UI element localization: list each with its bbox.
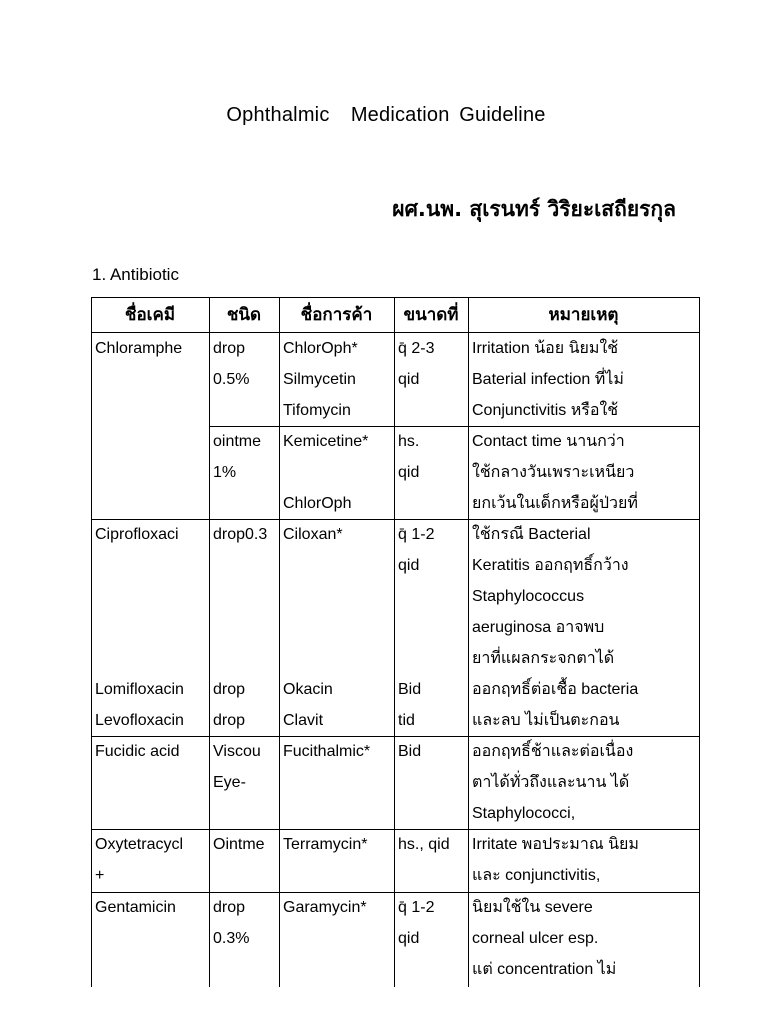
cell-line [95,457,208,488]
cell-line [95,581,208,612]
cell-line: drop [213,340,246,357]
cell-line: Conjunctivitis หรือใช้ [472,402,619,419]
cell-line [95,643,208,674]
cell-line [213,798,278,829]
cell-dose [398,829,467,891]
cell-line [398,581,467,612]
cell-line: hs., qid [398,836,450,853]
cell-line: ChlorOph [283,495,352,512]
cell-line [95,954,208,985]
cell-line [283,550,393,581]
cell-dose [398,736,467,829]
cell-line: 0.5% [213,371,250,388]
title-word-2: Medication [350,104,450,126]
cell-trade-name [283,892,393,985]
cell-line: q̄ 1-2 [398,899,435,916]
cell-line [213,860,278,891]
cell-line: ออกฤทธิ์ต่อเชื้อ bacteria [472,681,639,698]
cell-chemical-name [95,333,208,426]
cell-line: ตาได้ทั่วถึงและนาน ได้ [472,774,630,791]
cell-line [95,395,208,426]
cell-trade-name [283,333,393,426]
cell-dose [398,426,467,519]
cell-remark [472,519,698,736]
cell-line: Kemicetine* [283,433,369,450]
cell-line: Bid [398,743,422,760]
cell-line: Okacin [283,681,333,698]
cell-line: Fucithalmic* [283,743,371,760]
cell-trade-name [283,519,393,736]
cell-chemical-name [95,829,208,891]
cell-dose [398,333,467,426]
cell-line: และ conjunctivitis, [472,867,601,884]
header-trade-name: ชื่อการค้า [300,305,373,325]
cell-line: Eye- [213,774,246,791]
cell-line [283,643,393,674]
cell-trade-name [283,829,393,891]
cell-line [95,923,208,954]
cell-chemical-name [95,519,208,736]
cell-line [95,612,208,643]
cell-remark [472,736,698,829]
cell-line: Tifomycin [283,402,351,419]
cell-line [398,488,467,519]
cell-line: 0.3% [213,930,250,947]
cell-line: Ciprofloxaci [95,526,179,543]
cell-line [213,954,278,985]
cell-line: Baterial infection ที่ไม่ [472,371,624,388]
document-title [0,104,768,127]
cell-type [213,333,278,426]
cell-type [213,892,278,985]
cell-line: Chloramphe [95,340,183,357]
cell-line [283,923,393,954]
cell-line: corneal ulcer esp. [472,930,599,947]
cell-remark [472,333,698,426]
cell-line: Bid [398,681,422,698]
cell-line [213,643,278,674]
cell-line [283,767,393,798]
title-word-3: Guideline [459,104,546,126]
cell-line: ใช้กลางวันเพราะเหนียว [472,464,635,481]
cell-line: Keratitis ออกฤทธิ์กว้าง [472,557,629,574]
cell-line: drop0.3 [213,526,268,543]
cell-line [283,798,393,829]
cell-line [398,767,467,798]
cell-line: drop [213,712,246,729]
cell-line: qid [398,371,420,388]
cell-line: Ointme [213,836,265,853]
cell-line [398,643,467,674]
cell-line: แต่ concentration ไม่ [472,961,617,978]
cell-line [283,581,393,612]
cell-dose [398,519,467,736]
cell-line [95,798,208,829]
cell-line [95,426,208,457]
cell-line [398,798,467,829]
cell-trade-name [283,736,393,829]
cell-line [95,767,208,798]
cell-type [213,426,278,519]
cell-type [213,829,278,891]
cell-line [213,550,278,581]
header-dose: ขนาดที่ [403,305,459,325]
cell-trade-name [283,426,393,519]
cell-line: ใช้กรณี Bacterial [472,526,591,543]
cell-line: drop [213,899,246,916]
title-word-1: Ophthalmic [226,104,330,126]
cell-line [213,581,278,612]
medication-table [91,297,700,987]
cell-line: Clavit [283,712,324,729]
cell-line: Levofloxacin [95,712,184,729]
cell-line: tid [398,712,415,729]
header-remark: หมายเหตุ [548,305,619,325]
cell-line: ChlorOph* [283,340,358,357]
cell-line: Terramycin* [283,836,368,853]
cell-line: Garamycin* [283,899,367,916]
cell-line: 1% [213,464,237,481]
cell-line: Oxytetracycl [95,836,184,853]
cell-line: + [95,867,105,884]
cell-line: Irritation น้อย นิยมใช้ [472,340,619,357]
cell-line: Viscou [213,743,261,760]
cell-remark [472,829,698,891]
cell-line: ointme [213,433,262,450]
cell-line [95,550,208,581]
cell-line: hs. [398,433,420,450]
cell-line: Silmycetin [283,371,356,388]
cell-line: ยกเว้นในเด็กหรือผู้ป่วยที่ [472,495,638,512]
cell-line [213,488,278,519]
cell-line [283,612,393,643]
cell-line [95,364,208,395]
cell-line [398,612,467,643]
cell-line [213,395,278,426]
cell-line: qid [398,557,420,574]
cell-line: aeruginosa อาจพบ [472,619,605,636]
cell-line: qid [398,930,420,947]
cell-line: นิยมใช้ใน severe [472,899,593,916]
cell-type [213,519,278,736]
cell-line [398,954,467,985]
cell-line [213,612,278,643]
cell-line: และลบ ไม่เป็นตะกอน [472,712,620,729]
cell-line: qid [398,464,420,481]
cell-chemical-name [95,426,208,519]
cell-line: Irritate พอประมาณ นิยม [472,836,639,853]
cell-line: Ciloxan* [283,526,343,543]
cell-line: Fucidic acid [95,743,180,760]
cell-line: ออกฤทธิ์ช้าและต่อเนื่อง [472,743,634,760]
cell-remark [472,426,698,519]
cell-line [398,395,467,426]
header-chemical-name: ชื่อเคมี [124,305,176,325]
cell-line [283,954,393,985]
cell-line [398,860,467,891]
cell-line: drop [213,681,246,698]
cell-chemical-name [95,892,208,985]
header-type: ชนิด [226,305,262,325]
cell-line: Lomifloxacin [95,681,184,698]
cell-chemical-name [95,736,208,829]
cell-line: q̄ 1-2 [398,526,435,543]
cell-line: Staphylococcus [472,588,585,605]
cell-dose [398,892,467,985]
section-heading: 1. Antibiotic [92,265,179,284]
cell-remark [472,892,698,985]
cell-line: ยาที่แผลกระจกตาได้ [472,650,615,667]
cell-line: q̄ 2-3 [398,340,435,357]
cell-type [213,736,278,829]
cell-line: Gentamicin [95,899,176,916]
cell-line [283,457,393,488]
author-name: ผศ.นพ. สุเรนทร์ วิริยะเสถียรกุล [392,197,676,221]
cell-line: Contact time นานกว่า [472,433,625,450]
cell-line: Staphylococci, [472,805,576,822]
cell-line [283,860,393,891]
cell-line [95,488,208,519]
